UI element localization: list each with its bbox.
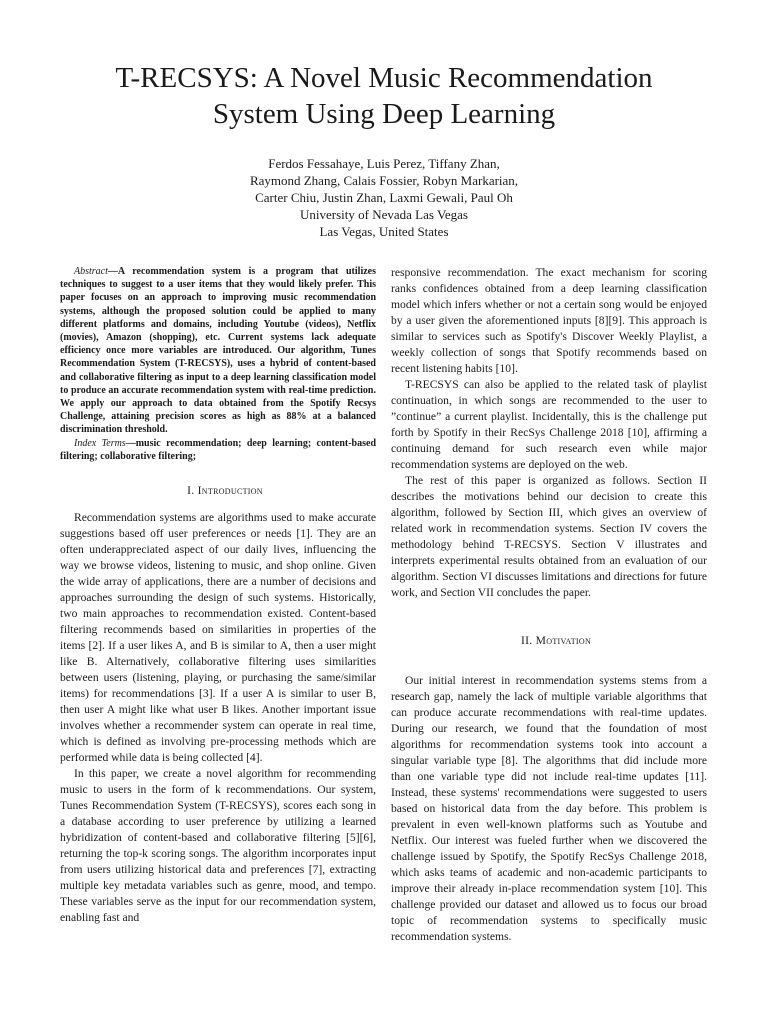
- section-heading-introduction: I. Introduction: [187, 484, 263, 498]
- paper-title: [40, 60, 728, 132]
- authors-line-1: Ferdos Fessahaye, Luis Perez, Tiffany Zhan,: [268, 156, 500, 171]
- index-terms-text: —music recommendation; deep learning; content-based filtering; collaborative filtering;: [60, 437, 377, 462]
- location: Las Vegas, United States: [319, 224, 449, 239]
- intro-paragraph-2: In this paper, we create a novel algorithm for recommending music to users in the form of k recommendations. Our system, Tunes Recommendation System (T-RECSYS), scores each song in a database according to user preference by utilizing a learned hybridization of content-based and collaborative filtering [5][6], returning the top-k scoring songs. The algorithm incorporates input from users utilizing historical data and preferences [7], extracting multiple key metadata variables such as genre, mood, and tempo. These variables serve as the input for our recommendation system, enabling fast and: [60, 767, 376, 925]
- affiliation: University of Nevada Las Vegas: [300, 207, 468, 222]
- index-terms-label: Index Terms: [74, 437, 126, 449]
- title-line-2: System Using Deep Learning: [212, 98, 556, 130]
- intro-paragraph-1: Recommendation systems are algorithms used to make accurate suggestions based off user preferences or needs [1]. They are an often underappreciated aspect of our daily lives, influencing the way we browse videos, listening to music, and shop online. Given the wide array of applications, there are a number of decisions and approaches surrounding the design of such systems. Historically, two main approaches to recommendation existed. Content-based filtering recommends based on similarities in properties of the items [2]. If a user likes A, and B is similar to A, then a user might like B. Alternatively, collaborative filtering uses similarities between users (listening, playing, or purchasing the same/similar items) for recommendations [3]. If a user A is similar to user B, then user A might like what user B likes. Another important issue involves whether a recommender system can operate in real time, which is defined as involving pre-processing methods which are performed while data is being collected [4].: [60, 511, 376, 765]
- right-paragraph-2: T-RECSYS can also be applied to the related task of playlist continuation, in which songs are recommended to the user to ”continue” a current playlist. Incidentally, this is the challenge put forth by Spotify in their RecSys Challenge 2018 [10], affirming a continuing demand for such research even while major recommendation systems are deployed on the web.: [391, 378, 707, 471]
- title-line-1: T-RECSYS: A Novel Music Recommendation: [115, 62, 653, 94]
- authors-line-2: Raymond Zhang, Calais Fossier, Robyn Markarian,: [249, 173, 519, 188]
- motivation-paragraph-1: Our initial interest in recommendation systems stems from a research gap, namely the lack of multiple variable algorithms that can produce accurate recommendations with real-time updates. During our research, we found that the foundation of most algorithms for recommendation systems took into account a singular variable type [8]. The algorithms that did include more than one variable type did not include real-time updates [11]. Instead, these systems' recommendations were suggested to users based on historical data from the day before. This problem is prevalent in even well-known platforms such as Youtube and Netflix. Our interest was fueled further when we discovered the challenge issued by Spotify, the Spotify RecSys Challenge 2018, which asks teams of academic and non-academic participants to improve their already in-place recommendation system [10]. This challenge provided our dataset and allowed us to focus our broad topic of recommendation systems to specifically music recommendation systems.: [391, 674, 707, 943]
- abstract-text: —A recommendation system is a program that utilizes techniques to suggest to a user items that they would likely prefer. This paper focuses on an approach to improving music recommendation systems, although the proposed solution could be applied to many different platforms and domains, including Youtube (videos), Netflix (movies), Amazon (shopping), etc. Current systems lack adequate efficiency once more variables are introduced. Our algorithm, Tunes Recommendation System (T-RECSYS), uses a hybrid of content-based and collaborative filtering as input to a deep learning classification model to produce an accurate recommendation system with real-time prediction. We apply our approach to data obtained from the Spotify Recsys Challenge, attaining precision scores as high as 88% at a balanced discrimination threshold.: [60, 266, 376, 436]
- author-block: [100, 155, 668, 240]
- abstract: [60, 265, 376, 437]
- authors-line-3: Carter Chiu, Justin Zhan, Laxmi Gewali, Paul Oh: [255, 190, 513, 205]
- right-paragraph-1: responsive recommendation. The exact mechanism for scoring ranks confidences obtained from a deep learning classification model which infers whether or not a certain song would be enjoyed by a user given the aforementioned inputs [8][9]. This approach is similar to services such as Spotify's Discover Weekly Playlist, a weekly collection of songs that Spotify recommends based on recent listening habits [10].: [391, 266, 707, 375]
- left-column: [60, 265, 376, 926]
- index-terms: [60, 437, 376, 463]
- right-paragraph-3: The rest of this paper is organized as follows. Section II describes the motivations behind our decision to create this algorithm, followed by Section III, which gives an overview of related work in recommendation systems. Section IV covers the methodology behind T-RECSYS. Section V illustrates and interprets experimental results obtained from an evaluation of our algorithm. Section VI discusses limitations and directions for future work, and Section VII concludes the paper.: [391, 474, 707, 599]
- section-heading-motivation: II. Motivation: [520, 634, 592, 647]
- abstract-label: Abstract: [74, 266, 108, 277]
- right-column: [391, 265, 707, 945]
